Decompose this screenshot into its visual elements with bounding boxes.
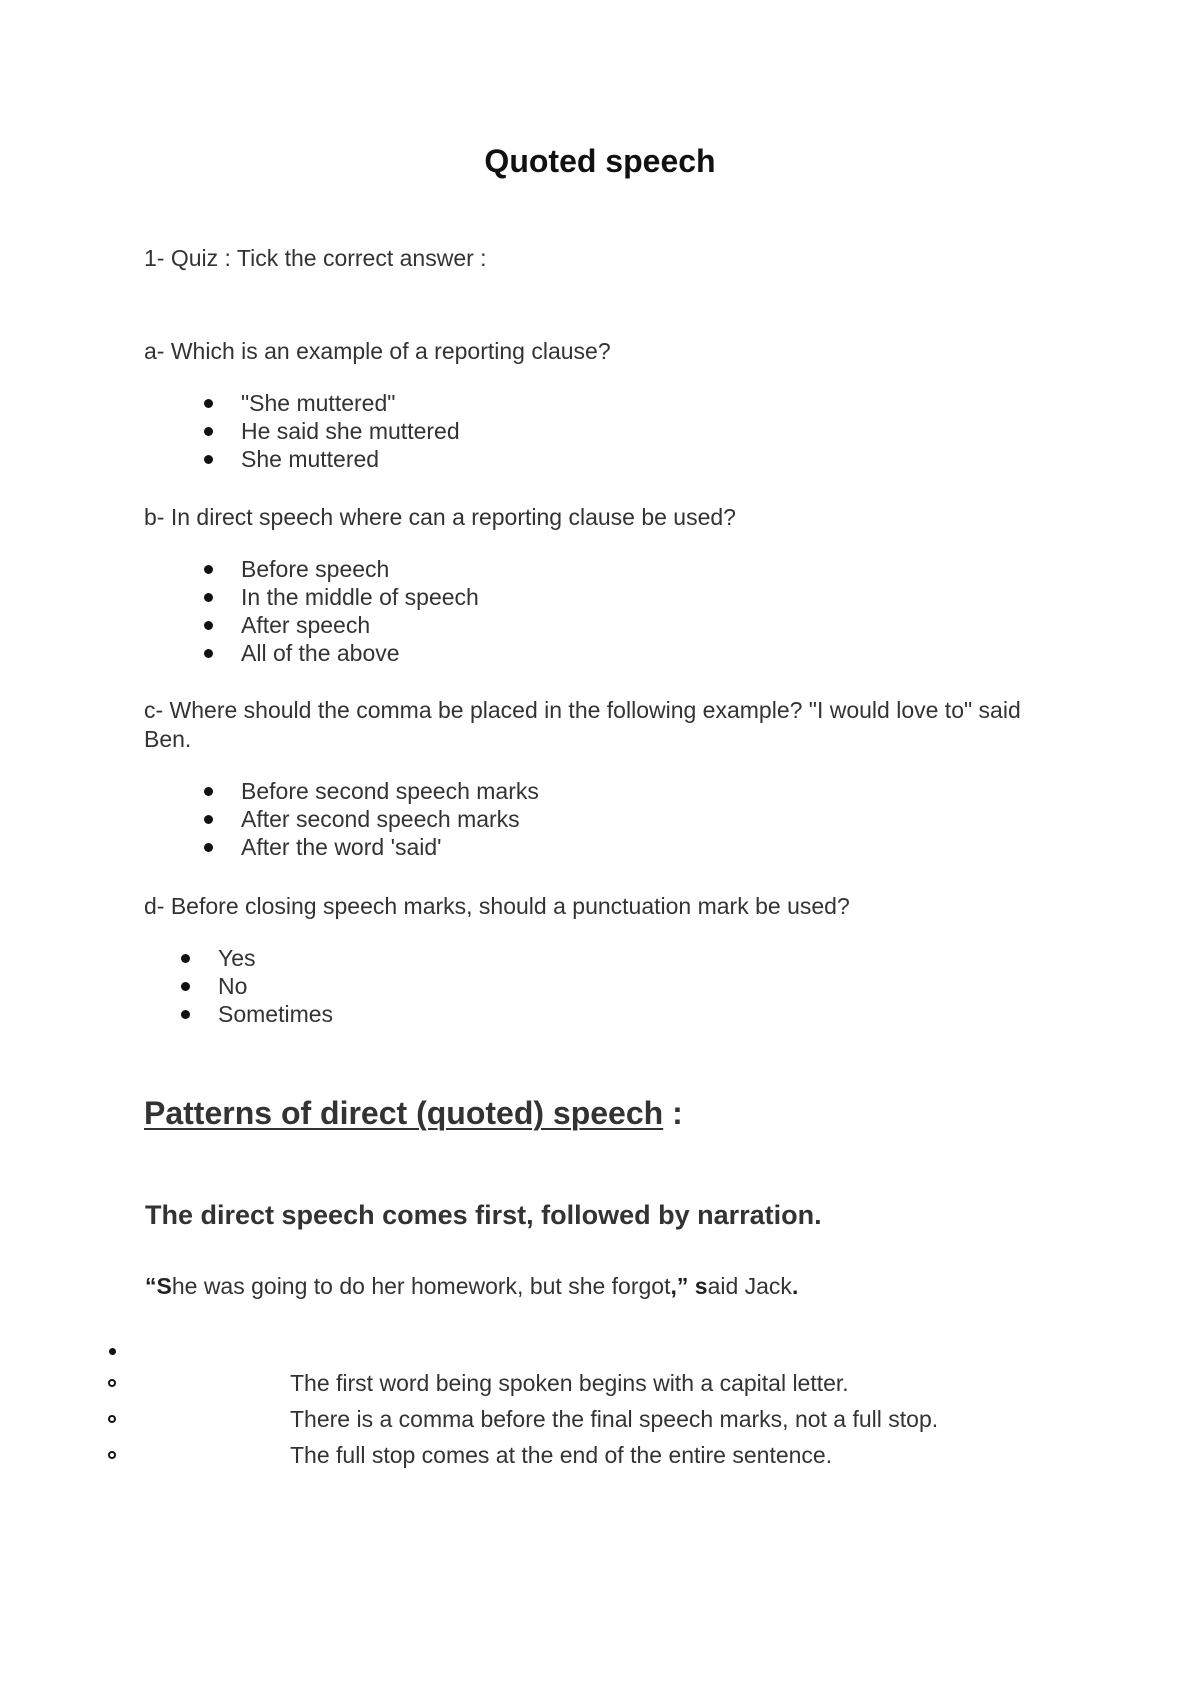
answer-option[interactable]: "She muttered" (241, 389, 460, 417)
answer-option[interactable]: Yes (218, 944, 333, 972)
patterns-heading-suffix: : (663, 1095, 683, 1131)
bullet-icon (204, 427, 213, 436)
empty-bullet-icon (109, 1348, 116, 1355)
question-d-options (218, 944, 333, 1028)
bullet-icon (204, 455, 213, 464)
hollow-bullet-icon (108, 1379, 116, 1387)
bullet-icon (204, 843, 213, 852)
question-d-prompt: d- Before closing speech marks, should a punctuation mark be used? (144, 893, 850, 919)
answer-option[interactable]: After the word 'said' (241, 833, 539, 861)
rule-text: The first word being spoken begins with a capital letter. (290, 1370, 849, 1396)
rule-text: There is a comma before the final speech marks, not a full stop. (290, 1406, 939, 1432)
question-b-prompt: b- In direct speech where can a reporting clause be used? (144, 504, 736, 530)
page-title: Quoted speech (484, 143, 716, 179)
example-sentence (145, 1272, 798, 1301)
hollow-bullet-icon (108, 1451, 116, 1459)
answer-option[interactable]: Sometimes (218, 1000, 333, 1028)
answer-option[interactable]: No (218, 972, 333, 1000)
example-end: . (791, 1273, 799, 1299)
bullet-icon (204, 815, 213, 824)
bullet-icon (204, 593, 213, 602)
answer-option[interactable]: All of the above (241, 639, 479, 667)
question-b-options (241, 555, 479, 667)
bullet-icon (204, 649, 213, 658)
rule-item (0, 1441, 1200, 1471)
example-open-quote: “S (145, 1273, 172, 1299)
bullet-icon (204, 787, 213, 796)
example-comma-close: ,” s (670, 1273, 708, 1299)
answer-option[interactable]: After second speech marks (241, 805, 539, 833)
bullet-icon (181, 954, 190, 963)
answer-option[interactable]: She muttered (241, 445, 460, 473)
patterns-heading-text: Patterns of direct (quoted) speech (144, 1095, 664, 1131)
answer-option[interactable]: He said she muttered (241, 417, 460, 445)
answer-option[interactable]: Before second speech marks (241, 777, 539, 805)
patterns-heading (144, 1093, 683, 1133)
question-c-options (241, 777, 539, 861)
answer-option[interactable]: In the middle of speech (241, 583, 479, 611)
pattern-title: The direct speech comes first, followed by narration. (145, 1200, 822, 1230)
rule-item (0, 1405, 1200, 1435)
bullet-icon (204, 399, 213, 408)
example-part2: aid Jack (707, 1273, 792, 1299)
quiz-instruction: 1- Quiz : Tick the correct answer : (144, 245, 487, 271)
rule-text: The full stop comes at the end of the entire sentence. (290, 1442, 833, 1468)
example-part1: he was going to do her homework, but she forgot (171, 1273, 671, 1299)
bullet-icon (204, 565, 213, 574)
question-a-prompt: a- Which is an example of a reporting clause? (144, 338, 611, 364)
answer-option[interactable]: Before speech (241, 555, 479, 583)
question-a-options (241, 389, 460, 473)
answer-option[interactable]: After speech (241, 611, 479, 639)
rule-item (0, 1369, 1200, 1399)
bullet-icon (181, 1010, 190, 1019)
question-c-prompt: c- Where should the comma be placed in the following example? "I would love to" said Ben. (144, 697, 1021, 752)
bullet-icon (181, 982, 190, 991)
hollow-bullet-icon (108, 1415, 116, 1423)
bullet-icon (204, 621, 213, 630)
